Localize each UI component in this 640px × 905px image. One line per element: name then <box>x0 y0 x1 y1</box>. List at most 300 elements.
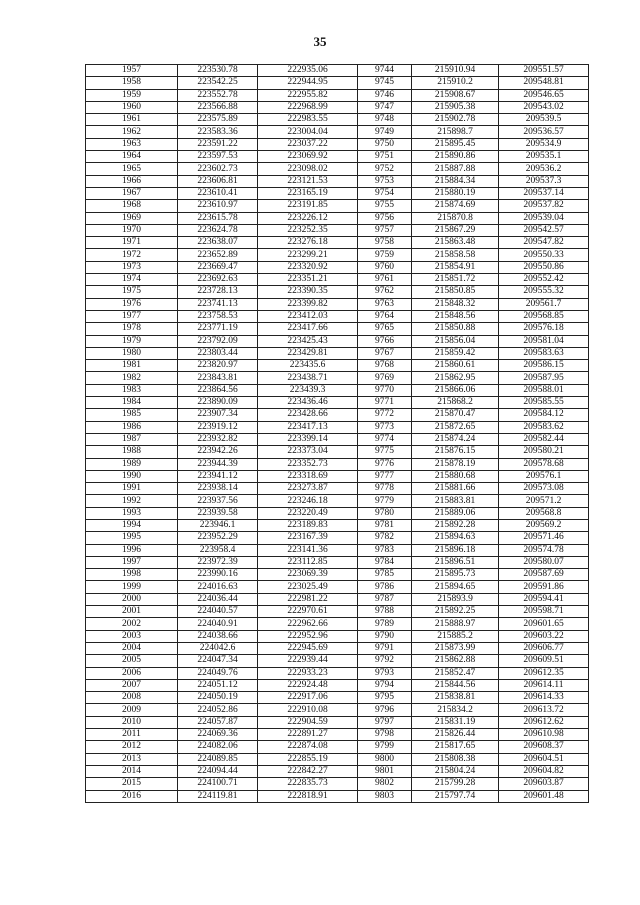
table-cell: 215874.69 <box>412 200 499 212</box>
table-cell: 9768 <box>358 360 412 372</box>
table-cell: 209606.77 <box>499 642 589 654</box>
table-cell: 223417.66 <box>258 323 358 335</box>
table-cell: 223972.39 <box>178 556 258 568</box>
table-cell: 209552.42 <box>499 274 589 286</box>
table-cell: 223167.39 <box>258 532 358 544</box>
table-cell: 215873.99 <box>412 642 499 654</box>
table-cell: 223435.6 <box>258 360 358 372</box>
table-cell: 209537.3 <box>499 175 589 187</box>
table-cell: 215859.42 <box>412 347 499 359</box>
table-cell: 224036.44 <box>178 593 258 605</box>
table-cell: 215863.48 <box>412 237 499 249</box>
table-cell: 215870.47 <box>412 409 499 421</box>
table-cell: 223037.22 <box>258 138 358 150</box>
table-cell: 209534.9 <box>499 138 589 150</box>
table-row <box>86 569 589 581</box>
table-row <box>86 397 589 409</box>
table-cell: 1975 <box>86 286 178 298</box>
table-cell: 1972 <box>86 249 178 261</box>
table-cell: 209546.65 <box>499 89 589 101</box>
table-cell: 215851.72 <box>412 274 499 286</box>
table-cell: 223252.35 <box>258 224 358 236</box>
table-cell: 9766 <box>358 335 412 347</box>
table-cell: 215908.67 <box>412 89 499 101</box>
table-cell: 209536.57 <box>499 126 589 138</box>
table-cell: 1959 <box>86 89 178 101</box>
table-cell: 209580.07 <box>499 556 589 568</box>
table-cell: 222874.08 <box>258 741 358 753</box>
table-cell: 209576.1 <box>499 470 589 482</box>
table-cell: 223246.18 <box>258 495 358 507</box>
table-cell: 209582.44 <box>499 433 589 445</box>
table-cell: 209587.95 <box>499 372 589 384</box>
table-cell: 209585.55 <box>499 397 589 409</box>
table-row <box>86 101 589 113</box>
table-cell: 1990 <box>86 470 178 482</box>
table-cell: 215834.2 <box>412 704 499 716</box>
table-cell: 222835.73 <box>258 778 358 790</box>
table-cell: 215872.65 <box>412 421 499 433</box>
table-cell: 9754 <box>358 187 412 199</box>
table-cell: 224119.81 <box>178 790 258 802</box>
table-row <box>86 187 589 199</box>
table-cell: 223189.83 <box>258 519 358 531</box>
table-cell: 222955.82 <box>258 89 358 101</box>
table-cell: 215831.19 <box>412 716 499 728</box>
table-cell: 1993 <box>86 507 178 519</box>
table-cell: 2010 <box>86 716 178 728</box>
table-cell: 223597.53 <box>178 151 258 163</box>
table-cell: 1988 <box>86 446 178 458</box>
table-cell: 9744 <box>358 65 412 77</box>
table-cell: 222962.66 <box>258 618 358 630</box>
table-cell: 223373.04 <box>258 446 358 458</box>
table-row <box>86 581 589 593</box>
table-cell: 223803.44 <box>178 347 258 359</box>
table-cell: 223436.46 <box>258 397 358 409</box>
table-cell: 9756 <box>358 212 412 224</box>
table-cell: 223937.56 <box>178 495 258 507</box>
table-cell: 2001 <box>86 606 178 618</box>
table-cell: 209568.85 <box>499 310 589 322</box>
table-cell: 215862.95 <box>412 372 499 384</box>
table-cell: 209543.02 <box>499 101 589 113</box>
table-cell: 1957 <box>86 65 178 77</box>
table-cell: 1961 <box>86 114 178 126</box>
table-cell: 1980 <box>86 347 178 359</box>
table-cell: 2002 <box>86 618 178 630</box>
table-row <box>86 790 589 802</box>
table-cell: 209550.86 <box>499 261 589 273</box>
table-row <box>86 335 589 347</box>
table-row <box>86 655 589 667</box>
table-cell: 209537.82 <box>499 200 589 212</box>
table-cell: 9802 <box>358 778 412 790</box>
table-row <box>86 716 589 728</box>
table-cell: 223318.69 <box>258 470 358 482</box>
table-cell: 9760 <box>358 261 412 273</box>
table-cell: 209580.21 <box>499 446 589 458</box>
table-row <box>86 323 589 335</box>
table-cell: 224069.36 <box>178 729 258 741</box>
table-cell: 222917.06 <box>258 692 358 704</box>
table-row <box>86 286 589 298</box>
table-cell: 209569.2 <box>499 519 589 531</box>
table-cell: 2016 <box>86 790 178 802</box>
table-cell: 9778 <box>358 483 412 495</box>
table-cell: 9747 <box>358 101 412 113</box>
table-cell: 223191.85 <box>258 200 358 212</box>
table-cell: 215892.28 <box>412 519 499 531</box>
table-cell: 223165.19 <box>258 187 358 199</box>
table-cell: 209591.86 <box>499 581 589 593</box>
table-cell: 223428.66 <box>258 409 358 421</box>
table-cell: 223907.34 <box>178 409 258 421</box>
table-cell: 223932.82 <box>178 433 258 445</box>
table-cell: 1970 <box>86 224 178 236</box>
table-cell: 222891.27 <box>258 729 358 741</box>
table-cell: 215826.44 <box>412 729 499 741</box>
table-cell: 9746 <box>358 89 412 101</box>
table-cell: 1982 <box>86 372 178 384</box>
table-row <box>86 470 589 482</box>
table-cell: 223320.92 <box>258 261 358 273</box>
table-cell: 1964 <box>86 151 178 163</box>
table-cell: 223941.12 <box>178 470 258 482</box>
table-cell: 222968.99 <box>258 101 358 113</box>
table-cell: 224057.87 <box>178 716 258 728</box>
table-cell: 223771.19 <box>178 323 258 335</box>
table-cell: 224016.63 <box>178 581 258 593</box>
table-cell: 9787 <box>358 593 412 605</box>
table-cell: 209614.11 <box>499 679 589 691</box>
table-cell: 215880.68 <box>412 470 499 482</box>
table-cell: 223552.78 <box>178 89 258 101</box>
table-cell: 1989 <box>86 458 178 470</box>
table-cell: 9765 <box>358 323 412 335</box>
table-cell: 9761 <box>358 274 412 286</box>
table-cell: 209584.12 <box>499 409 589 421</box>
table-cell: 9755 <box>358 200 412 212</box>
table-cell: 215874.24 <box>412 433 499 445</box>
table-cell: 9801 <box>358 765 412 777</box>
table-cell: 1991 <box>86 483 178 495</box>
table-cell: 215854.91 <box>412 261 499 273</box>
table-row <box>86 274 589 286</box>
table-cell: 9749 <box>358 126 412 138</box>
table-row <box>86 298 589 310</box>
table-cell: 1987 <box>86 433 178 445</box>
table-cell: 209583.63 <box>499 347 589 359</box>
table-cell: 2003 <box>86 630 178 642</box>
table-cell: 224047.34 <box>178 655 258 667</box>
table-cell: 1996 <box>86 544 178 556</box>
table-cell: 209594.41 <box>499 593 589 605</box>
table-cell: 223606.81 <box>178 175 258 187</box>
table-cell: 9767 <box>358 347 412 359</box>
table-cell: 9785 <box>358 569 412 581</box>
table-row <box>86 765 589 777</box>
table-cell: 209613.72 <box>499 704 589 716</box>
table-cell: 209551.57 <box>499 65 589 77</box>
table-cell: 9750 <box>358 138 412 150</box>
table-cell: 222944.95 <box>258 77 358 89</box>
table-cell: 215858.58 <box>412 249 499 261</box>
table-row <box>86 360 589 372</box>
table-cell: 223958.4 <box>178 544 258 556</box>
table-cell: 215894.65 <box>412 581 499 593</box>
table-cell: 209537.14 <box>499 187 589 199</box>
table-cell: 222818.91 <box>258 790 358 802</box>
table-cell: 223610.41 <box>178 187 258 199</box>
table-cell: 215878.19 <box>412 458 499 470</box>
table-cell: 209568.8 <box>499 507 589 519</box>
table-row <box>86 692 589 704</box>
table-cell: 215797.74 <box>412 790 499 802</box>
table-cell: 209604.51 <box>499 753 589 765</box>
table-cell: 222910.08 <box>258 704 358 716</box>
table-cell: 1969 <box>86 212 178 224</box>
table-cell: 209578.68 <box>499 458 589 470</box>
table-row <box>86 138 589 150</box>
table-cell: 223112.85 <box>258 556 358 568</box>
table-cell: 2004 <box>86 642 178 654</box>
table-cell: 223351.21 <box>258 274 358 286</box>
table-row <box>86 679 589 691</box>
table-cell: 9800 <box>358 753 412 765</box>
table-cell: 1973 <box>86 261 178 273</box>
table-cell: 223792.09 <box>178 335 258 347</box>
table-row <box>86 532 589 544</box>
table-cell: 209548.81 <box>499 77 589 89</box>
table-cell: 223399.14 <box>258 433 358 445</box>
table-cell: 215868.2 <box>412 397 499 409</box>
table-cell: 1966 <box>86 175 178 187</box>
table-cell: 9770 <box>358 384 412 396</box>
table-cell: 9757 <box>358 224 412 236</box>
table-cell: 223728.13 <box>178 286 258 298</box>
table-cell: 9764 <box>358 310 412 322</box>
table-cell: 209603.87 <box>499 778 589 790</box>
table-cell: 215910.94 <box>412 65 499 77</box>
table-cell: 223025.49 <box>258 581 358 593</box>
table-cell: 1981 <box>86 360 178 372</box>
table-cell: 9748 <box>358 114 412 126</box>
table-cell: 9782 <box>358 532 412 544</box>
table-cell: 222939.44 <box>258 655 358 667</box>
table-cell: 215876.15 <box>412 446 499 458</box>
table-cell: 215817.65 <box>412 741 499 753</box>
table-cell: 9798 <box>358 729 412 741</box>
table-cell: 1977 <box>86 310 178 322</box>
table-cell: 9775 <box>358 446 412 458</box>
table-cell: 209587.69 <box>499 569 589 581</box>
table-cell: 2014 <box>86 765 178 777</box>
table-cell: 209535.1 <box>499 151 589 163</box>
table-cell: 1978 <box>86 323 178 335</box>
table-cell: 9753 <box>358 175 412 187</box>
table-cell: 209547.82 <box>499 237 589 249</box>
table-cell: 209603.22 <box>499 630 589 642</box>
table-cell: 215844.56 <box>412 679 499 691</box>
table-cell: 223566.88 <box>178 101 258 113</box>
table-cell: 222983.55 <box>258 114 358 126</box>
table-cell: 223438.71 <box>258 372 358 384</box>
table-cell: 215896.51 <box>412 556 499 568</box>
table-cell: 1999 <box>86 581 178 593</box>
table-cell: 209608.37 <box>499 741 589 753</box>
table-cell: 2006 <box>86 667 178 679</box>
table-cell: 215887.88 <box>412 163 499 175</box>
table-row <box>86 593 589 605</box>
table-row <box>86 126 589 138</box>
table-cell: 215880.19 <box>412 187 499 199</box>
table-cell: 209583.62 <box>499 421 589 433</box>
table-cell: 222970.61 <box>258 606 358 618</box>
table-cell: 215898.7 <box>412 126 499 138</box>
table-cell: 209604.82 <box>499 765 589 777</box>
table-cell: 209561.7 <box>499 298 589 310</box>
table-cell: 215852.47 <box>412 667 499 679</box>
table-row <box>86 249 589 261</box>
table-cell: 223583.36 <box>178 126 258 138</box>
table-cell: 215856.04 <box>412 335 499 347</box>
table-cell: 209601.65 <box>499 618 589 630</box>
table-cell: 9796 <box>358 704 412 716</box>
table-row <box>86 433 589 445</box>
table-row <box>86 310 589 322</box>
table-cell: 209598.71 <box>499 606 589 618</box>
table-cell: 9758 <box>358 237 412 249</box>
table-cell: 215885.2 <box>412 630 499 642</box>
table-cell: 1992 <box>86 495 178 507</box>
table-row <box>86 89 589 101</box>
table-cell: 223425.43 <box>258 335 358 347</box>
table-cell: 9762 <box>358 286 412 298</box>
coordinate-table <box>85 64 589 803</box>
table-cell: 9759 <box>358 249 412 261</box>
table-cell: 222933.23 <box>258 667 358 679</box>
table-cell: 215894.63 <box>412 532 499 544</box>
table-row <box>86 741 589 753</box>
table-cell: 223542.25 <box>178 77 258 89</box>
table-cell: 224094.44 <box>178 765 258 777</box>
table-cell: 215883.81 <box>412 495 499 507</box>
table-row <box>86 200 589 212</box>
table-cell: 223439.3 <box>258 384 358 396</box>
table-cell: 209610.98 <box>499 729 589 741</box>
table-cell: 209612.35 <box>499 667 589 679</box>
table-cell: 9784 <box>358 556 412 568</box>
table-cell: 209539.5 <box>499 114 589 126</box>
table-cell: 223610.97 <box>178 200 258 212</box>
table-cell: 9791 <box>358 642 412 654</box>
table-row <box>86 556 589 568</box>
table-cell: 9786 <box>358 581 412 593</box>
table-cell: 215862.88 <box>412 655 499 667</box>
table-row <box>86 495 589 507</box>
table-cell: 223942.26 <box>178 446 258 458</box>
table-cell: 223741.13 <box>178 298 258 310</box>
table-cell: 223390.35 <box>258 286 358 298</box>
table-row <box>86 224 589 236</box>
table-cell: 215850.85 <box>412 286 499 298</box>
table-row <box>86 519 589 531</box>
table-cell: 224042.6 <box>178 642 258 654</box>
table-cell: 223575.89 <box>178 114 258 126</box>
table-row <box>86 544 589 556</box>
table-cell: 9794 <box>358 679 412 691</box>
table-cell: 215848.56 <box>412 310 499 322</box>
table-cell: 215848.32 <box>412 298 499 310</box>
table-cell: 222842.27 <box>258 765 358 777</box>
table-cell: 223758.53 <box>178 310 258 322</box>
table-row <box>86 642 589 654</box>
table-cell: 222855.19 <box>258 753 358 765</box>
table-cell: 223952.29 <box>178 532 258 544</box>
table-row <box>86 77 589 89</box>
table-cell: 215892.25 <box>412 606 499 618</box>
table-cell: 223864.56 <box>178 384 258 396</box>
table-cell: 9745 <box>358 77 412 89</box>
table-cell: 1983 <box>86 384 178 396</box>
table-cell: 223939.58 <box>178 507 258 519</box>
table-row <box>86 347 589 359</box>
table-cell: 9771 <box>358 397 412 409</box>
table-cell: 215896.18 <box>412 544 499 556</box>
table-cell: 223412.03 <box>258 310 358 322</box>
table-cell: 1984 <box>86 397 178 409</box>
table-cell: 9789 <box>358 618 412 630</box>
table-cell: 2005 <box>86 655 178 667</box>
table-cell: 9780 <box>358 507 412 519</box>
table-cell: 215889.06 <box>412 507 499 519</box>
table-cell: 9752 <box>358 163 412 175</box>
table-cell: 9783 <box>358 544 412 556</box>
table-cell: 1971 <box>86 237 178 249</box>
table-cell: 1968 <box>86 200 178 212</box>
table-row <box>86 667 589 679</box>
table-cell: 9777 <box>358 470 412 482</box>
table-cell: 222904.59 <box>258 716 358 728</box>
table-row <box>86 65 589 77</box>
table-cell: 1995 <box>86 532 178 544</box>
table-row <box>86 237 589 249</box>
table-cell: 223602.73 <box>178 163 258 175</box>
table-cell: 215799.28 <box>412 778 499 790</box>
table-cell: 209581.04 <box>499 335 589 347</box>
page-number: 35 <box>313 34 327 49</box>
table-cell: 223141.36 <box>258 544 358 556</box>
table-cell: 215860.61 <box>412 360 499 372</box>
table-cell: 223352.73 <box>258 458 358 470</box>
table-cell: 215866.06 <box>412 384 499 396</box>
table-cell: 1979 <box>86 335 178 347</box>
table-cell: 223220.49 <box>258 507 358 519</box>
table-cell: 223669.47 <box>178 261 258 273</box>
table-cell: 209542.57 <box>499 224 589 236</box>
table-cell: 222945.69 <box>258 642 358 654</box>
table-row <box>86 175 589 187</box>
table-cell: 1958 <box>86 77 178 89</box>
table-cell: 224050.19 <box>178 692 258 704</box>
table-cell: 223069.39 <box>258 569 358 581</box>
table-row <box>86 618 589 630</box>
table-row <box>86 630 589 642</box>
table-cell: 224082.06 <box>178 741 258 753</box>
table-cell: 2015 <box>86 778 178 790</box>
table-cell: 2008 <box>86 692 178 704</box>
